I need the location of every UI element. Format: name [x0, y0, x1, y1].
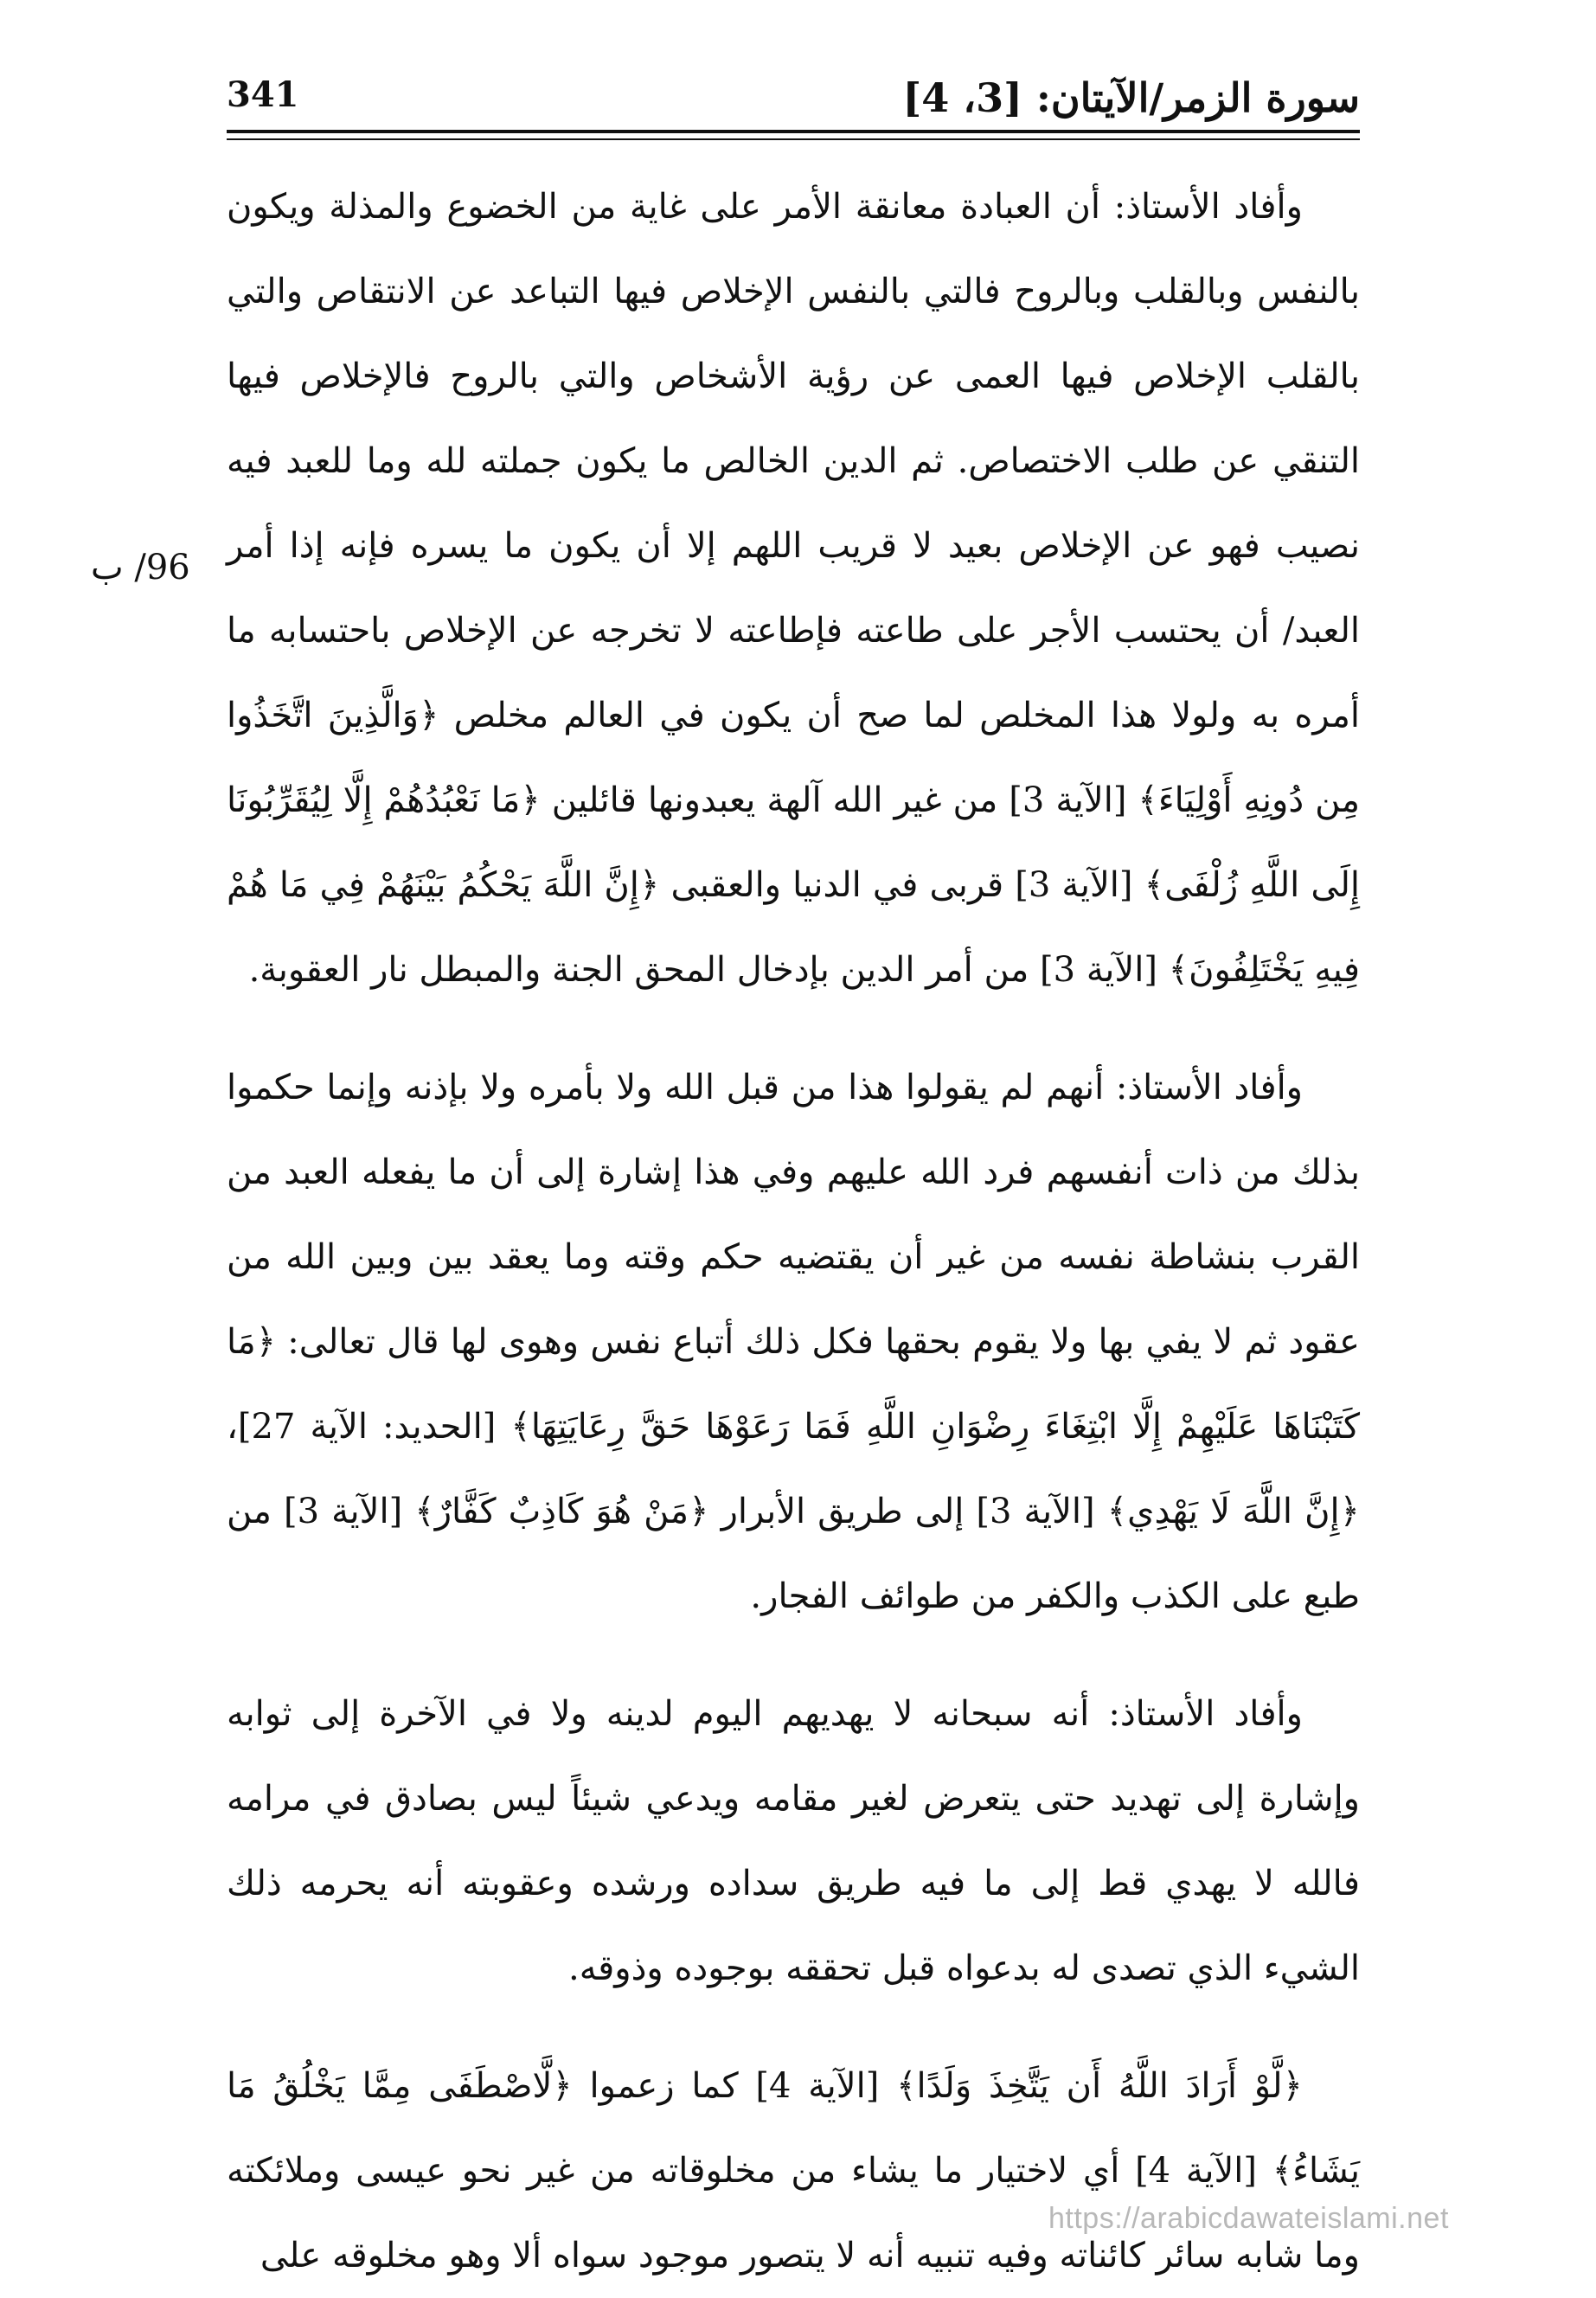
page-header	[227, 67, 1360, 138]
paragraph-4: ﴿لَّوْ أَرَادَ اللَّهُ أَن يَتَّخِذَ وَلَدًا﴾ [الآية 4] كما زعموا ﴿لَّاصْطَفَى مِمَّا يَخْلُقُ مَا يَشَاءُ﴾ [الآية 4] أي لاختيار ما يشاء من مخلوقاته من غير نحو عيسى وملائكته وما شابه سائر كائناته وفيه تنبيه أنه لا يتصور موجود سواه ألا وهو مخلوقه على	[227, 2066, 1360, 2276]
paragraph-3: وأفاد الأستاذ: أنه سبحانه لا يهديهم اليوم لدينه ولا في الآخرة إلى ثوابه وإشارة إلى تهديد حتى يتعرض لغير مقامه ويدعي شيئاً ليس بصادق في مرامه فالله لا يهدي قط إلى ما فيه طريق سداده ورشده وعقوبته أنه يحرمه ذلك الشيء الذي تصدى له بدعواه قبل تحققه بوجوده وذوقه.	[227, 1694, 1360, 1988]
manuscript-folio-note: 96/ ب	[91, 548, 190, 587]
paragraph-2: وأفاد الأستاذ: أنهم لم يقولوا هذا من قبل الله ولا بأمره ولا بإذنه وإنما حكموا بذلك من ذات أنفسهم فرد الله عليهم وفي هذا إشارة إلى أن ما يفعله العبد من القرب بنشاطة نفسه من غير أن يقتضيه حكم وقته وما يعقد بين وبين الله من عقود ثم لا يفي بها ولا يقوم بحقها فكل ذلك أتباع نفس وهوى لها قال تعالى: ﴿مَا كَتَبْنَاهَا عَلَيْهِمْ إِلَّا ابْتِغَاءَ رِضْوَانِ اللَّهِ فَمَا رَعَوْهَا حَقَّ رِعَايَتِهَا﴾ [الحديد: الآية 27]، ﴿إِنَّ اللَّهَ لَا يَهْدِي﴾ [الآية 3] إلى طريق الأبرار ﴿مَنْ هُوَ كَاذِبٌ كَفَّارٌ﴾ [الآية 3] من طبع على الكذب والكفر من طوائف الفجار.	[227, 1068, 1360, 1616]
header-rule-thick	[227, 130, 1360, 133]
paragraph-1: وأفاد الأستاذ: أن العبادة معانقة الأمر على غاية من الخضوع والمذلة ويكون بالنفس وبالقلب وبالروح فالتي بالنفس الإخلاص فيها التباعد عن الانتقاص والتي بالقلب الإخلاص فيها العمى عن رؤية الأشخاص والتي بالروح فالإخلاص فيها التنقي عن طلب الاختصاص. ثم الدين الخالص ما يكون جملته لله وما للعبد فيه نصيب فهو عن الإخلاص بعيد لا قريب اللهم إلا أن يكون ما يسره فإنه إذا أمر العبد/ أن يحتسب الأجر على طاعته فإطاعته لا تخرجه عن الإخلاص باحتسابه ما أمره به ولولا هذا المخلص لما صح أن يكون في العالم مخلص ﴿وَالَّذِينَ اتَّخَذُوا مِن دُونِهِ أَوْلِيَاءَ﴾ [الآية 3] من غير الله آلهة يعبدونها قائلين ﴿مَا نَعْبُدُهُمْ إِلَّا لِيُقَرِّبُونَا إِلَى اللَّهِ زُلْفَى﴾ [الآية 3] قربى في الدنيا والعقبى ﴿إِنَّ اللَّهَ يَحْكُمُ بَيْنَهُمْ فِي مَا هُمْ فِيهِ يَخْتَلِفُونَ﴾ [الآية 3] من أمر الدين بإدخال المحق الجنة والمبطل نار العقوبة.	[227, 187, 1361, 990]
body-text	[227, 164, 1360, 2298]
header-rule-thin	[227, 138, 1360, 140]
site-watermark: https://arabicdawateislami.net	[1048, 2202, 1449, 2235]
page-number: 341	[227, 74, 299, 115]
running-title: سورة الزمر/الآيتان: [3، 4]	[902, 74, 1360, 121]
